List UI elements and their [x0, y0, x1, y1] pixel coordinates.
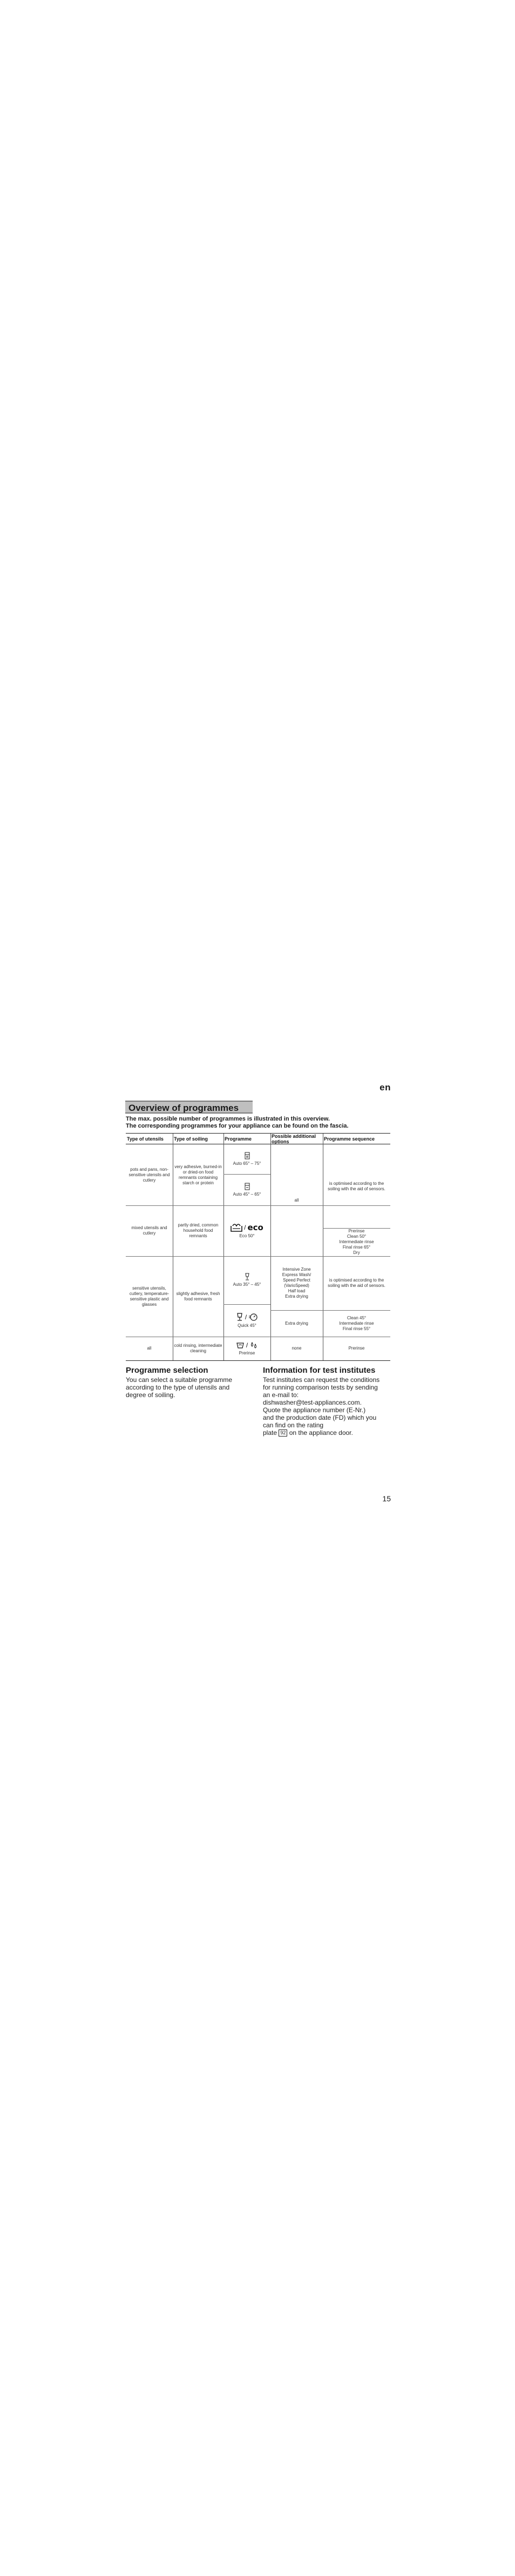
options-extra-drying: Extra drying [285, 1320, 308, 1326]
header-soiling: Type of soiling [173, 1134, 223, 1144]
intro-note [126, 1116, 396, 1130]
option-item: Half load [288, 1289, 306, 1293]
option-item: Extra drying [285, 1294, 308, 1299]
quick-symbol-row [236, 1313, 258, 1321]
options-none: none [292, 1346, 302, 1351]
language-tag: en [380, 1082, 391, 1093]
sequence-optimised-auto: is optimised according to the soiling with the aid of sensors. [328, 1181, 385, 1191]
programme-selection-heading: Programme selection [126, 1366, 208, 1375]
test-institutes-heading: Information for test institutes [263, 1366, 376, 1375]
programme-quick-45 [223, 1304, 270, 1337]
programme-auto-35-45 [223, 1256, 270, 1304]
programme-label: Auto 35° – 45° [233, 1282, 261, 1287]
programme-label: Eco 50° [239, 1233, 255, 1238]
intro-line-2: The corresponding programmes for your appliance can be found on the fascia. [126, 1123, 349, 1129]
sequence-optimised-gentle: is optimised according to the soiling with the aid of sensors. [328, 1278, 385, 1288]
slash-separator: / [246, 1341, 248, 1349]
quick-glass-icon [236, 1313, 243, 1321]
prerinse-icon [236, 1341, 245, 1349]
sequence-step: Clean 50° [347, 1234, 367, 1239]
glass-icon [245, 1273, 250, 1280]
section-title: Overview of programmes [125, 1101, 253, 1114]
options-list [270, 1256, 323, 1310]
sequence-step: Intermediate rinse [339, 1320, 374, 1326]
utensils-sensitive: sensitive utensils, cutlery, temperature-sensitive plastic and glasses [129, 1285, 170, 1307]
soiling-slight: slightly adhesive, fresh food remnants [176, 1291, 220, 1302]
text-line: You can select a suitable programme [126, 1376, 233, 1384]
soiling-fresh: partly dried, common household food remnants [178, 1223, 219, 1238]
test-institutes-text [263, 1376, 392, 1437]
rinse-drops-icon [249, 1341, 258, 1349]
text-line: Test institutes can request the conditions [263, 1376, 380, 1384]
text-line [263, 1429, 392, 1437]
utensils-pots: pots and pans, non-sensitive utensils and cutlery [128, 1166, 170, 1183]
soiling-very: very adhesive, burned-in or dried-on food remnants containing starch or protein [174, 1164, 222, 1185]
programme-eco-50 [223, 1205, 270, 1256]
sequence-step: Final rinse 55° [342, 1326, 371, 1331]
programme-label: Quick 45° [238, 1323, 256, 1328]
pot-icon [245, 1152, 250, 1159]
dish-icon [245, 1183, 250, 1190]
text-line: Quote the appliance number (E-Nr.) [263, 1406, 366, 1414]
option-item: Speed Perfect [283, 1278, 310, 1283]
text-line: degree of soiling. [126, 1391, 175, 1399]
header-programme: Programme [223, 1134, 270, 1144]
quick-speed-icon [248, 1313, 258, 1321]
intro-line-1: The max. possible number of programmes is illustrated in this overview. [126, 1116, 330, 1122]
utensils-mixed: mixed utensils and cutlery [131, 1225, 167, 1236]
text-line: and the production date (FD) which you [263, 1414, 377, 1421]
option-item: (VarioSpeed) [284, 1283, 309, 1288]
programme-label: Auto 65° – 75° [233, 1161, 261, 1166]
soiling-cold: cold rinsing, intermediate cleaning [174, 1343, 222, 1353]
text-line: an e-mail to: [263, 1391, 299, 1399]
programme-prerinse [223, 1337, 270, 1360]
text-line: according to the type of utensils and [126, 1384, 230, 1391]
page-number: 15 [382, 1494, 391, 1503]
eco-symbol-row [231, 1223, 263, 1232]
sequence-step: Intermediate rinse [339, 1239, 374, 1244]
header-utensils: Type of utensils [126, 1134, 173, 1144]
sequence-step: Final rinse 65° [342, 1245, 371, 1250]
slash-separator: / [245, 1313, 247, 1321]
plate-suffix: on the appliance door. [289, 1429, 353, 1437]
header-options: Possible additional options [270, 1134, 323, 1144]
eco-label: eco [247, 1222, 263, 1232]
programme-label: Prerinse [239, 1350, 255, 1356]
sequence-prerinse: Prerinse [348, 1346, 365, 1351]
plate-prefix: plate [263, 1429, 277, 1437]
prerinse-symbol-row [236, 1341, 258, 1349]
sequence-step: Prerinse [348, 1229, 365, 1233]
header-sequence: Programme sequence [323, 1134, 390, 1144]
option-item: Intensive Zone [282, 1267, 311, 1272]
programme-label: Auto 45° – 65° [233, 1191, 261, 1197]
programme-auto-45-65 [223, 1174, 270, 1205]
programme-selection-text [126, 1376, 250, 1399]
sequence-step: Dry [353, 1250, 360, 1255]
programme-table [126, 1133, 390, 1361]
option-item: Express Wash/ [282, 1272, 311, 1277]
eco-dishwasher-icon [231, 1223, 242, 1232]
programme-auto-65-75 [223, 1144, 270, 1174]
text-line: can find on the rating [263, 1421, 324, 1429]
email-address: dishwasher@test-appliances.com. [263, 1399, 362, 1406]
slash-separator: / [244, 1223, 246, 1231]
plate-reference-box: 92 [279, 1429, 287, 1437]
text-line: for running comparison tests by sending [263, 1384, 378, 1391]
utensils-all: all [147, 1346, 152, 1351]
sequence-step: Clean 45° [347, 1315, 367, 1320]
sequence-eco [323, 1228, 390, 1256]
sequence-quick [323, 1310, 390, 1337]
options-all: all [294, 1197, 299, 1203]
